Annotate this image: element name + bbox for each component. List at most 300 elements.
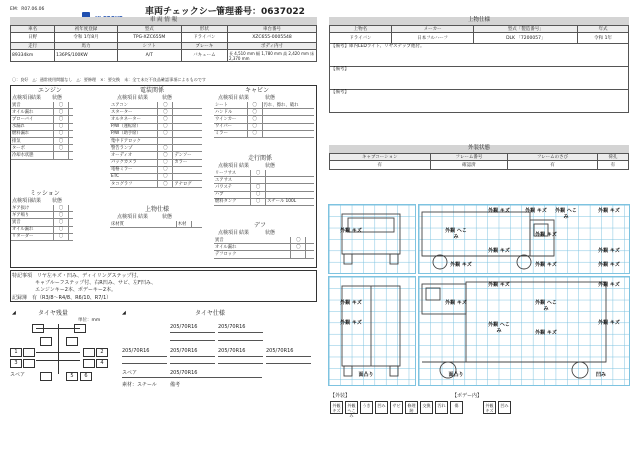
tire-spec-diagram: [118, 320, 318, 392]
electric-result: 〇: [158, 181, 173, 188]
engine-row: [11, 137, 73, 144]
engine-state: [69, 109, 73, 116]
cabin-item: シート: [214, 102, 247, 109]
legend-item: 外観 キズ: [483, 401, 496, 414]
electric-state: デンソー: [173, 152, 202, 159]
electric-item: オルタネーター: [110, 116, 158, 123]
def-col-state: 状態: [265, 230, 276, 236]
tire-size-fr: 205/70R16: [218, 324, 246, 330]
engine-result: 〇: [54, 130, 69, 137]
legend-item: 凹み: [498, 401, 511, 414]
tire-size-rr-in: 205/70R16: [218, 348, 246, 354]
running-result: [251, 177, 266, 184]
engine-item: 異音: [11, 102, 54, 109]
damage-mark: 外観 へこみ: [555, 208, 577, 220]
value-mileage: 89334km: [11, 50, 55, 62]
cabin-result: 〇: [247, 109, 262, 116]
electric-item: 集中ドアロック: [110, 137, 158, 144]
exterior-title: 外装状態: [329, 145, 629, 153]
engine-item: 水漏れ: [11, 123, 54, 130]
def-row: [214, 244, 314, 251]
cabin-state: [262, 109, 314, 116]
upper-value-year: 令和 1年: [578, 33, 629, 44]
upper-value-model: DLK 「7200057」: [474, 33, 578, 44]
damage-mark: 外観 キズ: [598, 248, 620, 254]
damage-mark: 面凸り: [448, 372, 464, 378]
engine-row: [11, 109, 73, 116]
electric-result: 〇: [158, 166, 173, 173]
damage-mark: 凹み: [595, 372, 606, 378]
ext-h-frame-no: フレーム番号: [430, 154, 508, 161]
cabin-item: ハンドル: [214, 109, 247, 116]
damage-mark: 面凸り: [358, 372, 374, 378]
upper-value-maker: 日本フルハーフ: [391, 33, 474, 44]
label-body-dims: ボディ内寸: [228, 43, 317, 50]
running-state: [266, 177, 314, 184]
damage-mark: 外観 キズ: [340, 320, 362, 326]
engine-row: [11, 145, 73, 152]
electric-row: [110, 123, 202, 130]
label-power: 馬力: [55, 43, 118, 50]
value-power: 136PS/100KW: [55, 50, 118, 62]
tire-spare-label: スペア: [10, 372, 26, 378]
ext-v-caution: 有: [330, 161, 431, 170]
engine-row: [11, 116, 73, 123]
def-item: オイル漏れ: [214, 244, 291, 251]
damage-mark: 外観 キズ: [450, 262, 472, 268]
mission-result: 〇: [54, 233, 69, 240]
running-state: [266, 170, 314, 177]
engine-col-result: 結果: [31, 95, 42, 101]
label-shape: 形状: [181, 26, 227, 33]
mission-state: [69, 233, 73, 240]
engine-result: 〇: [54, 102, 69, 109]
damage-mark: 外観 キズ: [598, 282, 620, 288]
mission-row: [11, 212, 73, 219]
damage-mark: 外観 キズ: [535, 262, 557, 268]
mission-title: ミッション: [30, 190, 60, 197]
upper-equip-value: 木材: [176, 221, 191, 228]
electric-col-item: 点検項目: [117, 95, 138, 101]
cabin-col-result: 結果: [239, 95, 250, 101]
upper-spec-title: 上物仕様: [329, 17, 629, 25]
running-state: [266, 191, 314, 198]
mission-item: リターダー: [11, 233, 54, 240]
legend-item: 外観 へこみ: [345, 401, 358, 414]
legend-item: 傷: [450, 401, 463, 414]
electric-table: [110, 102, 202, 188]
running-state: スチール 100L: [266, 198, 314, 205]
upper-label-name: 上物名: [330, 26, 392, 33]
electric-state: [173, 109, 202, 116]
mgmt-number: 0637022: [261, 7, 305, 17]
mission-result: 〇: [54, 219, 69, 226]
tire-pos-1: 1: [10, 348, 22, 357]
electric-row: [110, 173, 202, 180]
mission-state: [69, 212, 73, 219]
electric-col-state: 状態: [162, 95, 173, 101]
electric-item: タコグラフ: [110, 181, 158, 188]
cabin-title: キャビン: [245, 87, 270, 94]
def-row: [214, 251, 314, 258]
cabin-item: ウインカー: [214, 116, 247, 123]
mission-item: 異音: [11, 219, 54, 226]
mission-row: [11, 205, 73, 212]
ext-h-frame-rust: フレームのさび: [508, 154, 597, 161]
electric-result: 〇: [158, 123, 173, 130]
tire-pos-2: 2: [96, 348, 108, 357]
cabin-result: 〇: [247, 116, 262, 123]
electric-state: カラー: [173, 159, 202, 166]
damage-mark: 外観 キズ: [488, 208, 510, 214]
record-book: 記録簿 有（R3/8～R4/8、R6/10、R7/1）: [12, 295, 112, 301]
damage-mark: 外観 キズ: [340, 228, 362, 234]
electric-item: バックカメラ: [110, 159, 158, 166]
legend-item: 凹み: [375, 401, 388, 414]
running-result: 〇: [251, 184, 266, 191]
tire-unit: 単位：mm: [78, 318, 101, 323]
running-result: 〇: [251, 170, 266, 177]
running-item: 燃料タンク: [214, 198, 251, 205]
upper-equip-col-result: 結果: [138, 214, 149, 220]
cabin-state: [262, 116, 314, 123]
electric-row: [110, 102, 202, 109]
cabin-row: [214, 116, 314, 123]
running-row: [214, 184, 314, 191]
engine-row: [11, 102, 73, 109]
engine-state: [69, 116, 73, 123]
engine-result: [54, 152, 69, 159]
running-col-item: 点検項目: [218, 163, 239, 169]
label-brake: ブレーキ: [181, 43, 227, 50]
value-shift: A/T: [117, 50, 181, 62]
electric-state: [173, 166, 202, 173]
value-name: 日野: [11, 33, 55, 43]
electric-state: [173, 116, 202, 123]
def-state: [306, 251, 314, 258]
legend-body-title: 【ボデー内】: [452, 393, 483, 399]
cabin-col-state: 状態: [265, 95, 276, 101]
running-col-result: 結果: [239, 163, 250, 169]
label-mileage: 走行: [11, 43, 55, 50]
electric-row: [110, 116, 202, 123]
cabin-row: [214, 109, 314, 116]
running-state: [266, 184, 314, 191]
legend-item: 修理跡: [405, 401, 418, 414]
mission-state: [69, 205, 73, 212]
running-item: パワステ: [214, 184, 251, 191]
engine-state: [69, 123, 73, 130]
engine-result: 〇: [54, 116, 69, 123]
tire-pos-5: 5: [66, 372, 78, 381]
electric-col-result: 結果: [138, 95, 149, 101]
electric-row: [110, 159, 202, 166]
running-item: エアサス: [214, 177, 251, 184]
label-name: 車名: [11, 26, 55, 33]
electric-state: [173, 137, 202, 144]
electric-item: 電格ミラー: [110, 166, 158, 173]
value-body-dims: 長 4,510 mm 幅 1,780 mm 高 2,420 mm 床 2,370 mm: [228, 50, 317, 62]
tire-spec-marker-icon: ◢: [122, 310, 126, 316]
label-model: 型式: [117, 26, 181, 33]
special-notes-line3: エンジンキー2本、ボデーキー2本。: [35, 287, 117, 293]
cabin-state: [262, 123, 314, 130]
ext-v-cargo-hole: 有: [597, 161, 628, 170]
electric-row: [110, 152, 202, 159]
tire-spec-spare-label: スペア: [122, 370, 138, 376]
electric-result: 〇: [158, 116, 173, 123]
tire-pos-6: 6: [80, 372, 92, 381]
def-title: デフ: [254, 222, 267, 229]
def-row: [214, 237, 314, 244]
legend-item: 汚れ: [435, 401, 448, 414]
cabin-col-item: 点検項目: [218, 95, 239, 101]
def-result: [291, 251, 306, 258]
def-col-item: 点検項目: [218, 230, 239, 236]
cabin-result: 〇: [247, 123, 262, 130]
cabin-result: 〇: [247, 102, 262, 109]
damage-mark: 外観 キズ: [598, 320, 620, 326]
value-brake: バキューム: [181, 50, 227, 62]
damage-mark: 外観 キズ: [340, 300, 362, 306]
mission-state: [69, 226, 73, 233]
upper-equip-item: 床材質: [110, 221, 176, 228]
upper-label-year: 年式: [578, 26, 629, 33]
exterior-table: [329, 153, 629, 170]
mission-result: 〇: [54, 205, 69, 212]
running-result: 〇: [251, 191, 266, 198]
electric-row: [110, 130, 202, 137]
electric-state: [173, 145, 202, 152]
def-item: 異音: [214, 237, 291, 244]
damage-mark: 外観 キズ: [535, 330, 557, 336]
electric-row: [110, 181, 202, 188]
mission-row: [11, 226, 73, 233]
legend-item: サビ: [390, 401, 403, 414]
upper-equip-col-state: 状態: [162, 214, 173, 220]
tire-pos-3: 3: [10, 359, 22, 368]
damage-mark: 外観 へこみ: [488, 322, 510, 334]
def-item: デフロック: [214, 251, 291, 258]
cabin-row: [214, 102, 314, 109]
engine-item: ブローバイ: [11, 116, 54, 123]
damage-mark: 外観 キズ: [598, 262, 620, 268]
electric-row: [110, 166, 202, 173]
mission-item: ギア鳴り: [11, 212, 54, 219]
engine-state: [69, 137, 73, 144]
value-shape: ドライバン: [181, 33, 227, 43]
mission-result: 〇: [54, 212, 69, 219]
tire-size-rr-out: 205/70R16: [266, 348, 294, 354]
upper-note-2: 【備考】: [330, 67, 629, 90]
cabin-item: ミラー: [214, 130, 247, 137]
damage-mark: 外観 キズ: [535, 232, 557, 238]
ext-v-frame-rust: 有: [508, 161, 597, 170]
mission-table: [11, 205, 73, 241]
mission-item: オイル漏れ: [11, 226, 54, 233]
mission-result: 〇: [54, 226, 69, 233]
running-table: [214, 170, 314, 206]
cabin-state: 汚れ、擦れ、破れ: [262, 102, 314, 109]
upper-spec-table: [329, 25, 629, 113]
electric-state: アナログ: [173, 181, 202, 188]
engine-item: オイル漏れ: [11, 109, 54, 116]
value-model: TPG-XZC655M: [117, 33, 181, 43]
electric-row: [110, 137, 202, 144]
result-legend: 〇：良好 △：通常使用問題なし △：要修理 ×：要交換 未：全て未だ不良品確認事項によるものです: [12, 77, 206, 82]
special-notes-line2: キャブルーフステップ付、右R凹み、サビ、左F凹み、: [35, 280, 157, 286]
cabin-table: [214, 102, 314, 138]
def-table: [214, 237, 314, 259]
tire-size-spare: 205/70R16: [170, 370, 198, 376]
engine-result: 〇: [54, 123, 69, 130]
truck-outline-drawings: [328, 204, 628, 386]
tire-remain-title: タイヤ残量: [38, 310, 68, 317]
engine-col-state: 状態: [52, 95, 63, 101]
running-item: リーフサス: [214, 170, 251, 177]
legend-item: 外観 キズ: [330, 401, 343, 414]
upper-label-model: 型式「製造番号」: [474, 26, 578, 33]
def-col-result: 結果: [239, 230, 250, 236]
value-chassis: XZC655-0005548: [228, 33, 317, 43]
electric-item: オーディオ: [110, 152, 158, 159]
engine-col-item: 点検項目: [12, 95, 33, 101]
mission-col-state: 状態: [52, 198, 63, 204]
tire-remain-diagram: [10, 324, 110, 382]
electric-state: [173, 130, 202, 137]
def-result: 〇: [291, 237, 306, 244]
engine-row: [11, 130, 73, 137]
electric-state: [173, 173, 202, 180]
engine-item: 排気: [11, 137, 54, 144]
tire-size-rl-out: 205/70R16: [122, 348, 150, 354]
electric-item: スターター: [110, 109, 158, 116]
engine-row: [11, 123, 73, 130]
upper-note-1: 【備考】庫内LEDライト、リヤステップ他付。: [330, 44, 629, 67]
ext-h-caution: キャブコーション: [330, 154, 431, 161]
engine-table: [11, 102, 73, 160]
vehicle-section-title: 車 両 情 報: [10, 17, 317, 25]
damage-mark: 外観 へこみ: [535, 300, 557, 312]
electric-item: 警告ランプ: [110, 145, 158, 152]
def-result: 〇: [291, 244, 306, 251]
value-first-reg: 令和 1年8月: [55, 33, 118, 43]
engine-state: [69, 130, 73, 137]
mission-row: [11, 233, 73, 240]
tire-size-fl: 205/70R16: [170, 324, 198, 330]
cabin-row: [214, 130, 314, 137]
legend-exterior-title: 【外装】: [330, 393, 351, 399]
damage-mark: 外観 キズ: [488, 282, 510, 288]
label-chassis: 車台番号: [228, 26, 317, 33]
engine-row: [11, 152, 73, 159]
upper-equip-title: 上物仕様: [145, 206, 170, 213]
upper-equip-table: [110, 221, 202, 228]
engine-item: ターボ: [11, 145, 54, 152]
upper-value-name: ドライバン: [330, 33, 392, 44]
damage-mark: 外観 キズ: [598, 208, 620, 214]
damage-legend: [330, 401, 513, 420]
def-state: [306, 237, 314, 244]
engine-state: [69, 102, 73, 109]
engine-result: 〇: [54, 145, 69, 152]
damage-mark: 外観 キズ: [525, 208, 547, 214]
tire-size-rl-in: 205/70R16: [170, 348, 198, 354]
wheel-remarks: 備考: [170, 382, 181, 388]
tire-spec-title: タイヤ仕様: [195, 310, 225, 317]
electric-item: ETC: [110, 173, 158, 180]
def-state: [306, 244, 314, 251]
cabin-item: ワイパー: [214, 123, 247, 130]
engine-state: [69, 145, 73, 152]
electric-result: 〇: [158, 130, 173, 137]
damage-mark: 外観 キズ: [488, 248, 510, 254]
mgmt-label: 管理番号：0637022: [216, 7, 305, 17]
electric-item: P/W（助手席）: [110, 130, 158, 137]
legend-item: 交換: [420, 401, 433, 414]
engine-state: [69, 152, 73, 159]
tire-remain-marker-icon: ◢: [12, 310, 16, 316]
mission-col-result: 結果: [31, 198, 42, 204]
running-result: 〇: [251, 198, 266, 205]
legend-item: うき: [360, 401, 373, 414]
vehicle-table: [10, 25, 317, 62]
label-first-reg: 初年度登録: [55, 26, 118, 33]
electric-result: 〇: [158, 152, 173, 159]
running-row: [214, 191, 314, 198]
electric-result: 〇: [158, 159, 173, 166]
running-row: [214, 198, 314, 205]
upper-equip-col-item: 点検項目: [117, 214, 138, 220]
electric-result: [158, 137, 173, 144]
upper-label-maker: メーカー: [391, 26, 474, 33]
engine-result: 〇: [54, 137, 69, 144]
electric-row: [110, 145, 202, 152]
upper-note-3: 【備考】: [330, 90, 629, 113]
running-col-state: 状態: [265, 163, 276, 169]
running-row: [214, 177, 314, 184]
running-item: ハブ: [214, 191, 251, 198]
page-title: 車両チェックシート: [145, 7, 226, 17]
electric-result: 〇: [158, 145, 173, 152]
ext-h-cargo-hole: 荷孔: [597, 154, 628, 161]
cabin-row: [214, 123, 314, 130]
ext-v-frame-no: 確認済: [430, 161, 508, 170]
electric-result: 〇: [158, 173, 173, 180]
electric-item: P/W（運転席）: [110, 123, 158, 130]
cabin-result: 〇: [247, 130, 262, 137]
damage-mark: 外観 へこみ: [445, 228, 467, 240]
wheel-material: 素材：スチール: [122, 382, 157, 388]
running-title: 走行関係: [248, 155, 273, 162]
tire-pos-4: 4: [96, 359, 108, 368]
mission-item: ギア抜け: [11, 205, 54, 212]
running-row: [214, 170, 314, 177]
engine-item: 冷却水状態: [11, 152, 54, 159]
electric-state: [173, 102, 202, 109]
doc-id: EM：R07.06.06: [10, 7, 45, 12]
electric-state: [173, 123, 202, 130]
electric-row: [110, 109, 202, 116]
cabin-state: [262, 130, 314, 137]
electric-title: 電装関係: [140, 87, 165, 94]
mission-col-item: 点検項目: [12, 198, 33, 204]
electric-result: 〇: [158, 109, 173, 116]
mission-state: [69, 219, 73, 226]
engine-result: 〇: [54, 109, 69, 116]
special-notes: 特記事項 リヤ左キズ・凹み、ディイリングステップ付、: [12, 273, 142, 279]
electric-result: 〇: [158, 102, 173, 109]
